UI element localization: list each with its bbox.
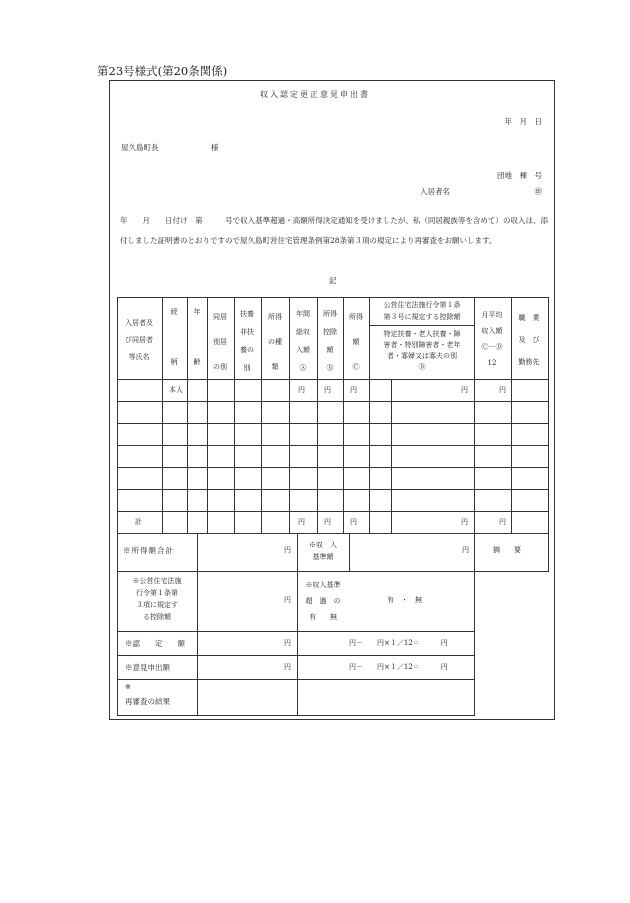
header-relation-2: 柄: [170, 358, 178, 366]
table-col-rule: [162, 297, 163, 534]
summary-right-rule: [548, 533, 549, 572]
header-monthly: 月平均 収入額 Ⓒ－Ⓓ 12: [481, 311, 503, 367]
building-line: 団地 棟 号: [497, 171, 542, 180]
yen-ordinance-deduction: 円: [284, 596, 291, 604]
table-row-rule: [117, 423, 549, 424]
header-income-type: 所得 の種 類: [268, 313, 282, 371]
yen-opinion: 円: [284, 663, 291, 671]
summary-rule-4: [117, 679, 475, 680]
exceed-label: ※収入基準 超 過 の 有 無: [305, 581, 341, 621]
summary-rule-2: [117, 631, 475, 632]
honorific: 様: [211, 143, 219, 152]
header-income: 所得 額 Ⓒ: [349, 313, 363, 371]
income-total-label: ※所得額合計: [123, 546, 174, 555]
form-id: 第23号様式(第20条関係): [97, 64, 228, 78]
body-text: 年 月 日付け 第 号で収入基準超過・高額所得決定通知を受けましたが、私（同居親族等を含めて）の収入は、添付しました証明書のとおりですので屋久島町営住宅管理条例第28条第３項の規定により再審査をお願いします。: [120, 216, 548, 245]
table-row-rule: [117, 379, 549, 380]
yen-annual-total: 円: [298, 518, 305, 526]
seal-mark: ㊞: [534, 187, 542, 196]
table-row-rule: [117, 511, 549, 512]
form-frame: [109, 80, 555, 720]
yen-monthly-self: 円: [499, 386, 506, 394]
table-col-rule: [187, 297, 188, 534]
header-ordinance-top: 公営住宅法施行令第１条 第３号に規定する控除額: [383, 301, 461, 321]
ordinance-sub-rule: [391, 379, 392, 534]
result-mark: ※: [125, 683, 131, 691]
yen-deduction-total: 円: [324, 518, 331, 526]
table-col-rule: [548, 297, 549, 534]
ordinance-deduction-label: ※公営住宅法施 行令第１条第 ３項に規定す る控除額: [132, 577, 182, 621]
date-line: 年 月 日: [504, 117, 542, 126]
form-title: 収入認定更正意見申出書: [260, 90, 370, 99]
yen-income-standard: 円: [462, 546, 469, 554]
yes-no: 有 ・ 無: [387, 596, 422, 604]
header-age: 年: [193, 308, 201, 316]
formula-opinion: 円－ 円×１／12＝ 円: [349, 663, 448, 671]
yen-ordinance-total: 円: [461, 518, 468, 526]
yen-income-self: 円: [350, 386, 357, 394]
opinion-label: ※意見申出額: [125, 663, 170, 672]
table-top-rule: [117, 297, 549, 298]
total-label: 計: [135, 518, 142, 526]
table-row-rule: [117, 445, 549, 446]
header-dependent: 扶養 非扶 養の 別: [240, 310, 254, 372]
table-row-rule: [117, 489, 549, 490]
yen-annual-self: 円: [298, 386, 305, 394]
income-standard-label: ※収 入 基準額: [309, 541, 337, 561]
yen-recognized: 円: [284, 639, 291, 647]
declaration-table: [117, 297, 548, 715]
yen-deduction-self: 円: [324, 386, 331, 394]
summary-rule-3: [117, 655, 475, 656]
formula-recognized: 円－ 円×１／12＝ 円: [349, 639, 448, 647]
header-name: 入居者及 び同居者 等氏名: [125, 319, 153, 361]
remarks-label: 摘 要: [493, 546, 521, 554]
yen-income-total: 円: [350, 518, 357, 526]
addressee: 屋久島町長: [121, 143, 159, 152]
yen-income-total: 円: [284, 546, 291, 554]
summary-left-rule: [117, 533, 118, 716]
header-ordinance-bottom: 特定扶養・老人扶養・障 害者・特別障害者・老年 者・寡婦又は寡夫の別: [383, 330, 461, 360]
summary-col-4: [349, 533, 350, 572]
summary-col-1: [197, 533, 198, 716]
header-ordinance-mark: Ⓓ: [418, 363, 426, 371]
header-job: 職 業 及 び 勤務先: [518, 314, 540, 366]
yen-ordinance-self: 円: [461, 386, 468, 394]
ki-mark: 記: [329, 276, 337, 285]
table-row-rule: [117, 533, 549, 534]
header-deduction: 所得 控除 額 Ⓑ: [323, 310, 337, 372]
header-cohabit: 同居 別居 の別: [213, 313, 227, 371]
header-annual: 年間 総収 入額 Ⓐ: [296, 310, 310, 372]
summary-col-3: [474, 533, 475, 716]
header-relation: 続: [170, 308, 178, 316]
self-label: 本人: [169, 386, 183, 394]
result-label: 再審査の結果: [125, 697, 170, 706]
resident-label: 入居者名: [420, 187, 450, 196]
recognized-label: ※認 定 額: [125, 639, 185, 648]
ordinance-split-rule: [369, 325, 475, 326]
summary-rule-1: [117, 571, 549, 572]
summary-rule-5: [117, 715, 475, 716]
table-row-rule: [117, 467, 549, 468]
header-age-2: 齢: [193, 358, 201, 366]
yen-monthly-total: 円: [499, 518, 506, 526]
table-row-rule: [117, 401, 549, 402]
